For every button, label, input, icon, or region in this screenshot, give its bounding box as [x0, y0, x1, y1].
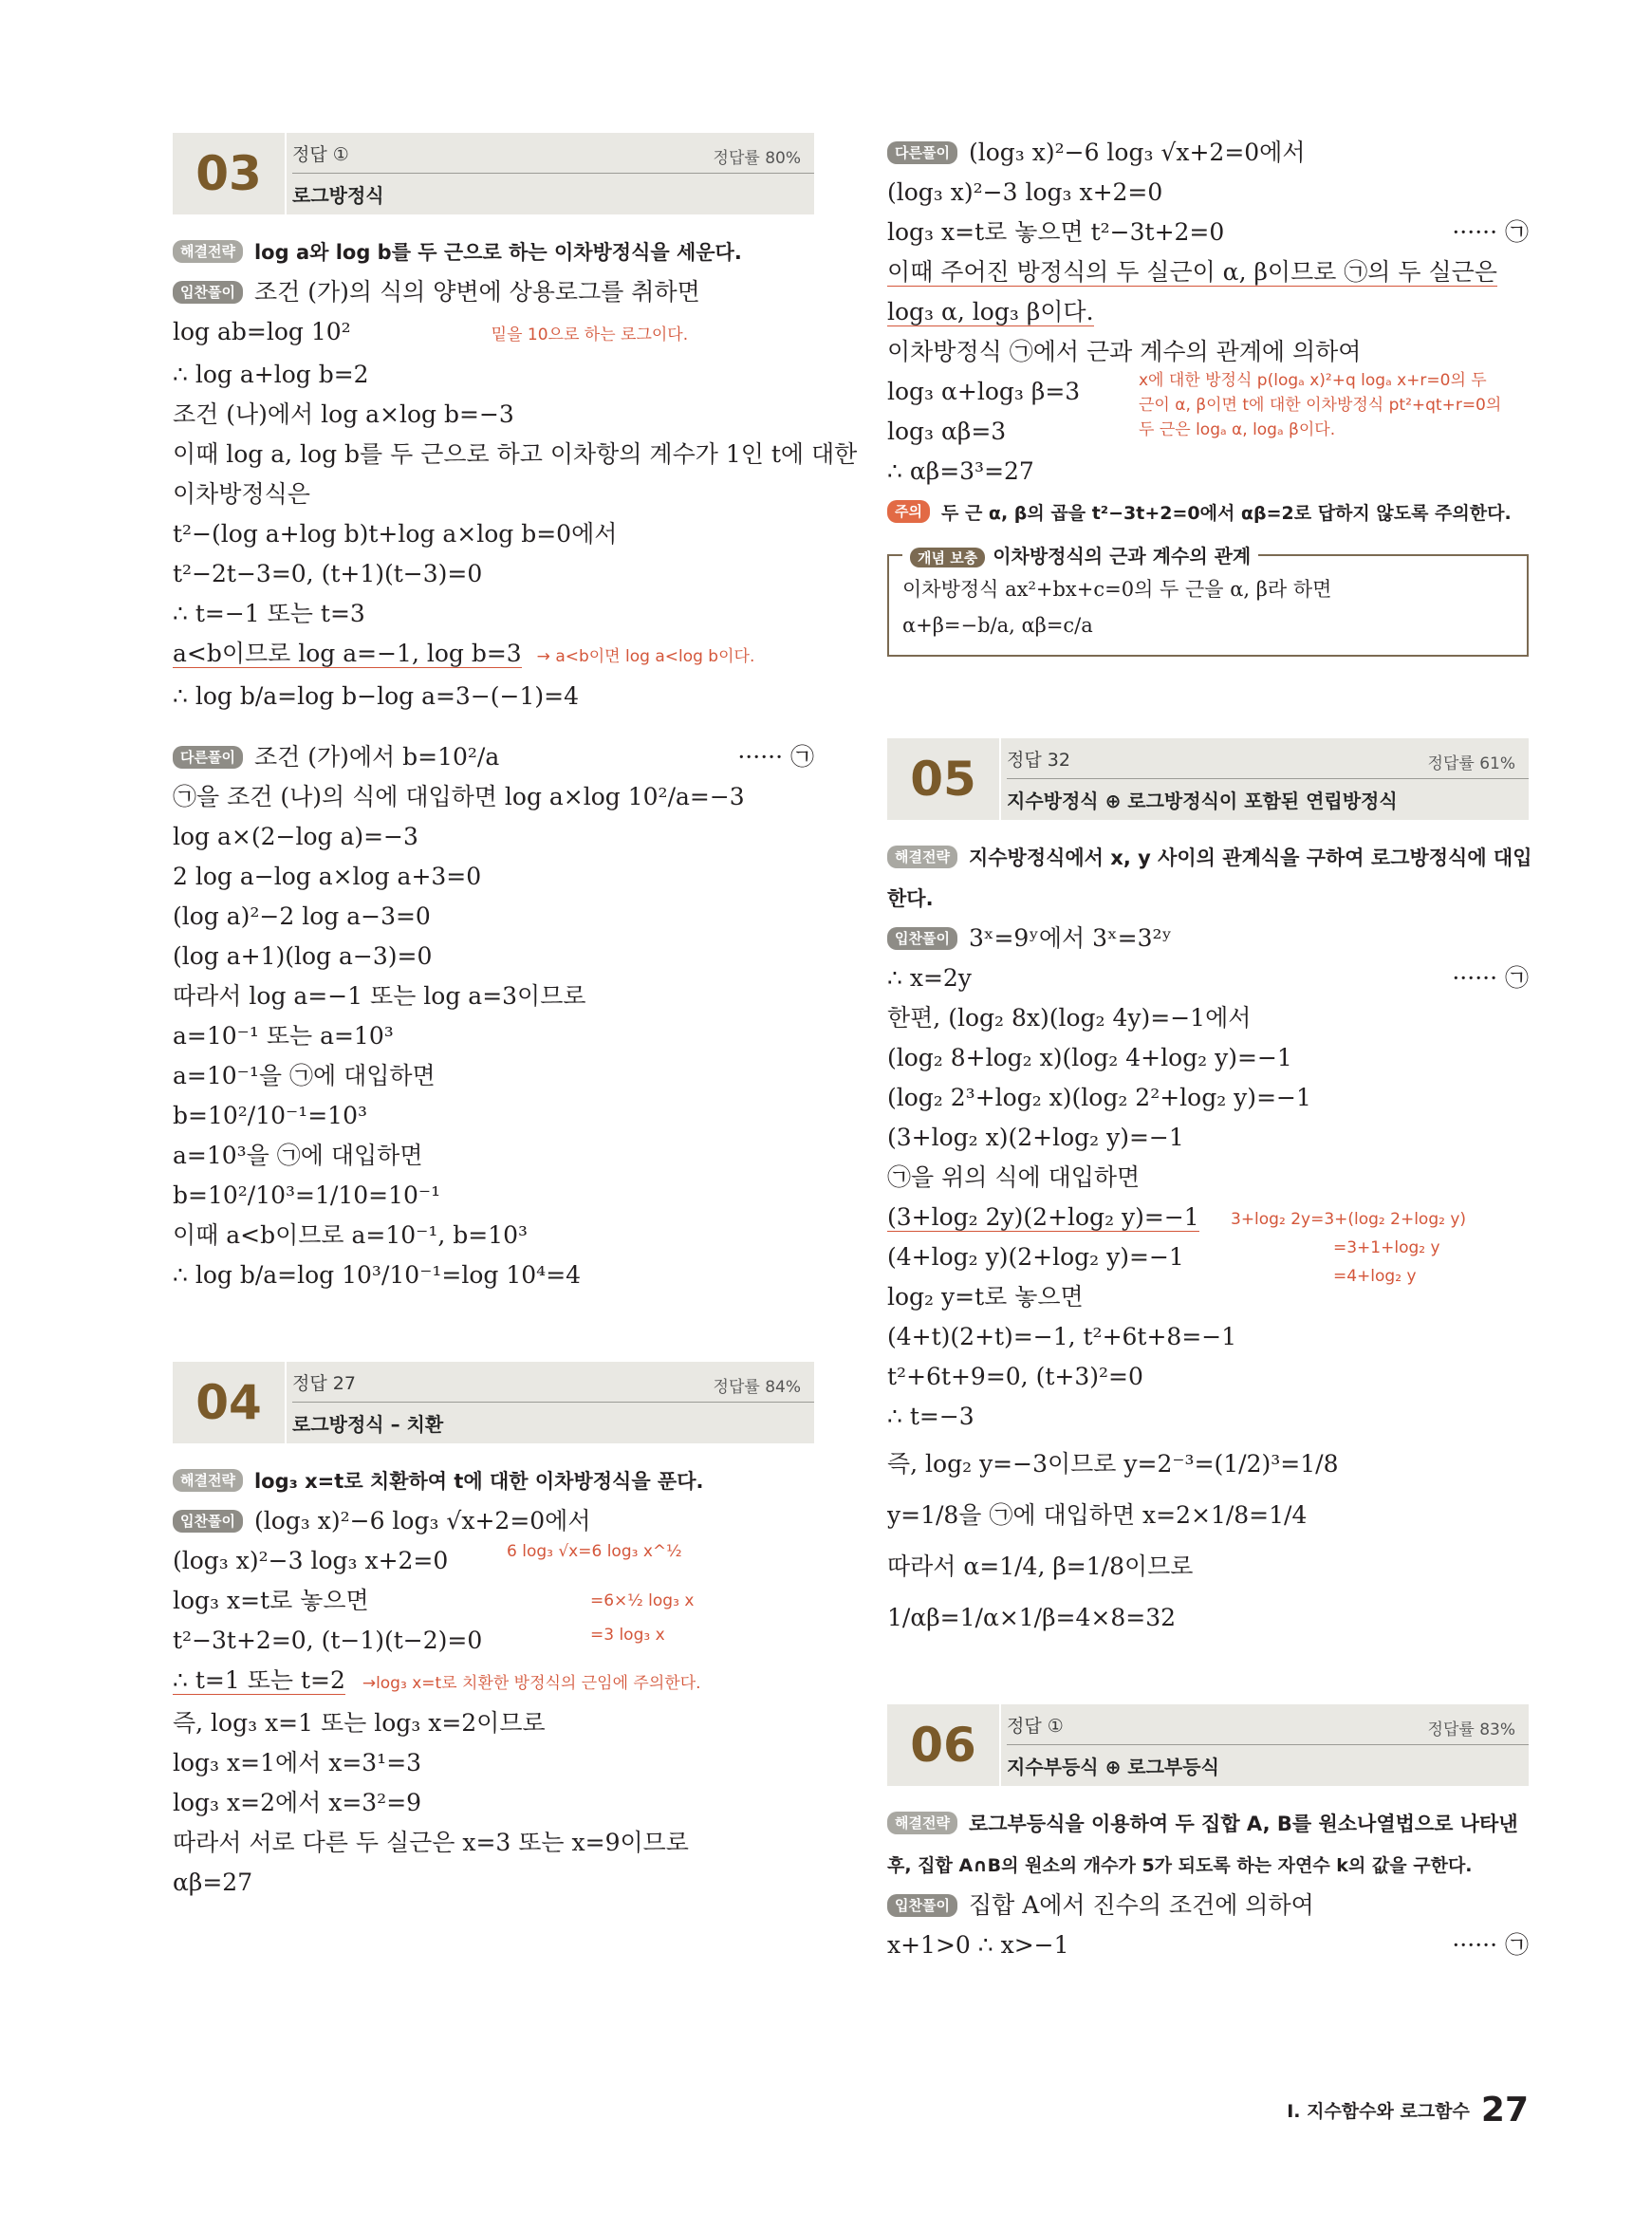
alt-line: a=10⁻¹ 또는 a=10³ [173, 1022, 394, 1050]
solution-line: y=1/8을 ㉠에 대입하면 x=2×1/8=1/4 [887, 1501, 1308, 1529]
concept-line: α+β=−b/a, αβ=c/a [902, 614, 1093, 637]
alt-line: a=10⁻¹을 ㉠에 대입하면 [173, 1062, 436, 1089]
divider [285, 1362, 287, 1443]
strategy-line [887, 1844, 1529, 1886]
solution-line [173, 312, 814, 355]
problem-number: 03 [195, 146, 262, 201]
left-column [173, 133, 858, 1903]
solution-line: 이차방정식은 [173, 480, 310, 508]
solution-text: (3+log₂ 2y)(2+log₂ y)=−1 [887, 1203, 1199, 1231]
side-note: =3+1+log₂ y [1333, 1238, 1440, 1257]
alt-line [887, 213, 1529, 252]
solution-line: log₂ y=t로 놓으면 [887, 1283, 1084, 1311]
topic-label: 로그방정식 – 치환 [292, 1413, 444, 1436]
alt-line: ㉠을 조건 (나)의 식에 대입하면 log a×log 10²/a=−3 [173, 783, 745, 810]
alt-line: 2 log a−log a×log a+3=0 [173, 863, 482, 890]
solution-line: t²−2t−3=0, (t+1)(t−3)=0 [173, 560, 483, 587]
side-note: =6×½ log₃ x [590, 1591, 695, 1610]
topic-label: 지수방정식 ⊕ 로그방정식이 포함된 연립방정식 [1007, 790, 1398, 812]
alt-text: log₃ α+log₃ β=3 [887, 378, 1081, 405]
side-note: 3+log₂ 2y=3+(log₂ 2+log₂ y) [1231, 1210, 1467, 1229]
equation-marker: ······ ㉠ [1452, 964, 1529, 992]
side-note: =4+log₂ y [1333, 1267, 1417, 1286]
solution-text: 조건 (가)의 식의 양변에 상용로그를 취하면 [253, 278, 700, 306]
strategy-line [173, 1460, 814, 1501]
solution-line [887, 1925, 1529, 1965]
solution-tag: 입찬풀이 [887, 927, 957, 950]
solution-line: 즉, log₃ x=1 또는 log₃ x=2이므로 [173, 1709, 546, 1737]
solution-line: (log₂ 8+log₂ x)(log₂ 4+log₂ y)=−1 [887, 1044, 1292, 1071]
strategy-tag: 해결전략 [887, 846, 957, 868]
solution-line [173, 1621, 814, 1661]
problem-06-header [887, 1704, 1529, 1786]
alt-tag: 다른풀이 [173, 746, 243, 769]
side-note: a<b이면 log a<log b이다. [555, 647, 755, 666]
divider [999, 738, 1001, 820]
problem-number: 06 [910, 1718, 976, 1773]
equation-marker: ······ ㉠ [1452, 218, 1529, 246]
solution-text: (log₃ x)²−3 log₃ x+2=0 [173, 1547, 449, 1574]
alt-line: ∴ αβ=3³=27 [887, 457, 1034, 485]
solution-line: ∴ log a+log b=2 [173, 361, 369, 388]
solution-line: 이때 log a, log b를 두 근으로 하고 이차항의 계수가 1인 t에 대한 [173, 440, 858, 468]
alt-line: b=10²/10³=1/10=10⁻¹ [173, 1181, 441, 1209]
solution-line: ㉠을 위의 식에 대입하면 [887, 1163, 1141, 1191]
answer-label: 정답 32 [1007, 750, 1070, 771]
solution-text: x+1>0 ∴ x>−1 [887, 1931, 1069, 1959]
solution-line: ∴ t=−1 또는 t=3 [173, 600, 365, 627]
solution-text: log ab=log 10² [173, 318, 351, 345]
alt-text: 이때 주어진 방정식의 두 실근이 α, β이므로 ㉠의 두 실근은 [887, 258, 1497, 286]
answer-label: 정답 ① [1007, 1716, 1064, 1737]
concept-line: 이차방정식 ax²+bx+c=0의 두 근을 α, β라 하면 [902, 578, 1332, 601]
strategy-tag: 해결전략 [887, 1812, 957, 1834]
concept-tag: 개념 보충 [910, 548, 985, 567]
strategy-tag: 해결전략 [173, 240, 243, 263]
alt-line [887, 133, 1529, 173]
side-note: x에 대한 방정식 p(logₐ x)²+q logₐ x+r=0의 두 [1139, 371, 1487, 390]
alt-text: log₃ x=t로 놓으면 t²−3t+2=0 [887, 218, 1225, 246]
solution-line [173, 272, 814, 312]
alt-tag: 다른풀이 [887, 141, 957, 164]
alt-line: (log₃ x)²−3 log₃ x+2=0 [887, 178, 1163, 206]
divider [999, 1704, 1001, 1786]
correct-rate: 정답률 83% [1427, 1720, 1515, 1739]
chapter-label: Ⅰ. 지수함수와 로그함수 [1287, 2101, 1470, 2122]
side-note: =3 log₃ x [590, 1626, 665, 1645]
equation-marker: ······ ㉠ [1452, 1931, 1529, 1959]
alt-line: log₃ αβ=3 [887, 418, 1007, 445]
solution-line: 따라서 서로 다른 두 실근은 x=3 또는 x=9이므로 [173, 1829, 689, 1856]
strategy-line [887, 878, 1529, 919]
solution-text: ∴ t=1 또는 t=2 [173, 1666, 345, 1694]
solution-line: log₃ x=1에서 x=3¹=3 [173, 1749, 422, 1776]
strategy-text: 지수방정식에서 x, y 사이의 관계식을 구하여 로그방정식에 대입 [968, 846, 1532, 869]
solution-tag: 입찬풀이 [887, 1894, 957, 1917]
solution-text: (4+log₂ y)(2+log₂ y)=−1 [887, 1243, 1184, 1271]
concept-box [887, 545, 1529, 657]
equation-marker: ······ ㉠ [737, 743, 814, 771]
solution-line: (3+log₂ x)(2+log₂ y)=−1 [887, 1124, 1184, 1151]
right-column [887, 133, 1532, 1965]
solution-line: (log₂ 2³+log₂ x)(log₂ 2²+log₂ y)=−1 [887, 1084, 1311, 1111]
side-note: 근이 α, β이면 t에 대한 이차방정식 pt²+qt+r=0의 [1139, 396, 1502, 415]
strategy-text: log₃ x=t로 치환하여 t에 대한 이차방정식을 푼다. [253, 1470, 704, 1493]
solution-text: ∴ x=2y [887, 964, 972, 992]
solution-line: log₃ x=2에서 x=3²=9 [173, 1789, 422, 1816]
solution-line: a<b이므로 log a=−1, log b=3 → a<b이면 log a<log b이다. [173, 640, 755, 667]
solution-line [887, 958, 1529, 998]
header-rule [1007, 1744, 1529, 1745]
strategy-tag: 해결전략 [173, 1469, 243, 1492]
solution-line: t²−(log a+log b)t+log a×log b=0에서 [173, 520, 618, 548]
correct-rate: 정답률 84% [713, 1378, 801, 1397]
concept-title-text: 이차방정식의 근과 계수의 관계 [993, 545, 1252, 567]
header-rule [292, 1402, 814, 1403]
topic-label: 지수부등식 ⊕ 로그부등식 [1007, 1756, 1219, 1778]
solution-line: 조건 (나)에서 log a×log b=−3 [173, 400, 514, 428]
problem-04-header [173, 1362, 814, 1443]
solution-text: log₃ x=t로 놓으면 [173, 1587, 369, 1614]
solution-tag: 입찬풀이 [173, 281, 243, 304]
solution-text: t²−3t+2=0, (t−1)(t−2)=0 [173, 1627, 483, 1654]
strategy-text: 로그부등식을 이용하여 두 집합 A, B를 원소나열법으로 나타낸 [968, 1813, 1518, 1835]
alt-line [887, 292, 1529, 332]
solution-text: a<b이므로 log a=−1, log b=3 [173, 640, 522, 667]
strategy-text: 한다. [887, 887, 934, 910]
solution-line: ∴ t=−3 [887, 1403, 974, 1430]
caution-text: 두 근 α, β의 곱을 t²−3t+2=0에서 αβ=2로 답하지 않도록 주의한다. [940, 503, 1512, 524]
side-note: 밑을 10으로 하는 로그이다. [491, 325, 689, 344]
solution-line: t²+6t+9=0, (t+3)²=0 [887, 1363, 1143, 1390]
alt-line: b=10²/10⁻¹=10³ [173, 1102, 368, 1129]
solution-line [173, 1581, 814, 1621]
topic-label: 로그방정식 [292, 184, 384, 207]
solution-line [173, 1541, 814, 1581]
solution-line: 1/αβ=1/α×1/β=4×8=32 [887, 1604, 1177, 1631]
strategy-text: log a와 log b를 두 근으로 하는 이차방정식을 세운다. [253, 241, 742, 264]
solution-tag: 입찬풀이 [173, 1510, 243, 1533]
alt-line: 따라서 log a=−1 또는 log a=3이므로 [173, 982, 586, 1010]
answer-label: 정답 ① [292, 144, 349, 165]
solution-line [887, 1886, 1529, 1925]
side-note: 6 log₃ √x=6 log₃ x^½ [507, 1542, 682, 1561]
caution-tag: 주의 [887, 500, 930, 523]
solution-line: (4+t)(2+t)=−1, t²+6t+8=−1 [887, 1323, 1237, 1350]
alt-line: ∴ log b/a=log 10³/10⁻¹=log 10⁴=4 [173, 1261, 582, 1289]
alt-line: (log a)²−2 log a−3=0 [173, 902, 431, 930]
solution-line: 따라서 α=1/4, β=1/8이므로 [887, 1553, 1194, 1580]
alt-text: 조건 (가)에서 b=10²/a [253, 743, 500, 771]
page-number: 27 [1480, 2091, 1529, 2129]
alt-line: (log a+1)(log a−3)=0 [173, 942, 433, 970]
alt-line [887, 252, 1529, 292]
solution-line: 한편, (log₂ 8x)(log₂ 4y)=−1에서 [887, 1004, 1252, 1032]
solution-line: ∴ log b/a=log b−log a=3−(−1)=4 [173, 682, 579, 710]
header-rule [1007, 778, 1529, 779]
alt-text: (log₃ x)²−6 log₃ √x+2=0에서 [968, 139, 1306, 166]
strategy-line [887, 837, 1532, 878]
alt-line: log a×(2−log a)=−3 [173, 823, 418, 850]
alt-line: 이차방정식 ㉠에서 근과 계수의 관계에 의하여 [887, 338, 1362, 365]
problem-number: 04 [195, 1375, 262, 1430]
header-rule [292, 173, 814, 174]
concept-title [902, 541, 1258, 568]
solution-text: 3ˣ=9ʸ에서 3ˣ=3²ʸ [968, 924, 1173, 952]
answer-label: 정답 27 [292, 1373, 356, 1394]
solution-line [173, 1501, 814, 1541]
correct-rate: 정답률 80% [713, 149, 801, 168]
solution-line: 즉, log₂ y=−3이므로 y=2⁻³=(1/2)³=1/8 [887, 1450, 1339, 1478]
solution-line [887, 919, 1529, 958]
correct-rate: 정답률 61% [1427, 754, 1515, 773]
side-note: 두 근은 logₐ α, logₐ β이다. [1139, 420, 1336, 439]
alt-line [173, 737, 814, 777]
solution-line [887, 1237, 1529, 1286]
solution-text: (log₃ x)²−6 log₃ √x+2=0에서 [253, 1507, 591, 1534]
alt-text: log₃ α, log₃ β이다. [887, 298, 1094, 325]
side-note: log₃ x=t로 치환한 방정식의 근임에 주의한다. [376, 1674, 701, 1693]
strategy-line [887, 1803, 1529, 1844]
caution-line [887, 492, 1529, 533]
alt-line: 이때 a<b이므로 a=10⁻¹, b=10³ [173, 1221, 529, 1249]
page-footer [1287, 2091, 1529, 2129]
strategy-line [173, 232, 814, 272]
problem-number: 05 [910, 752, 976, 807]
strategy-text: 후, 집합 A∩B의 원소의 개수가 5가 되도록 하는 자연수 k의 값을 구한다. [887, 1855, 1473, 1876]
solution-line: αβ=27 [173, 1869, 253, 1896]
problem-05-header [887, 738, 1529, 820]
problem-03-header [173, 133, 814, 214]
solution-text: 집합 A에서 진수의 조건에 의하여 [968, 1891, 1314, 1919]
alt-line: a=10³을 ㉠에 대입하면 [173, 1142, 423, 1169]
divider [285, 133, 287, 214]
solution-line: ∴ t=1 또는 t=2 →log₃ x=t로 치환한 방정식의 근임에 주의한다. [173, 1666, 701, 1694]
